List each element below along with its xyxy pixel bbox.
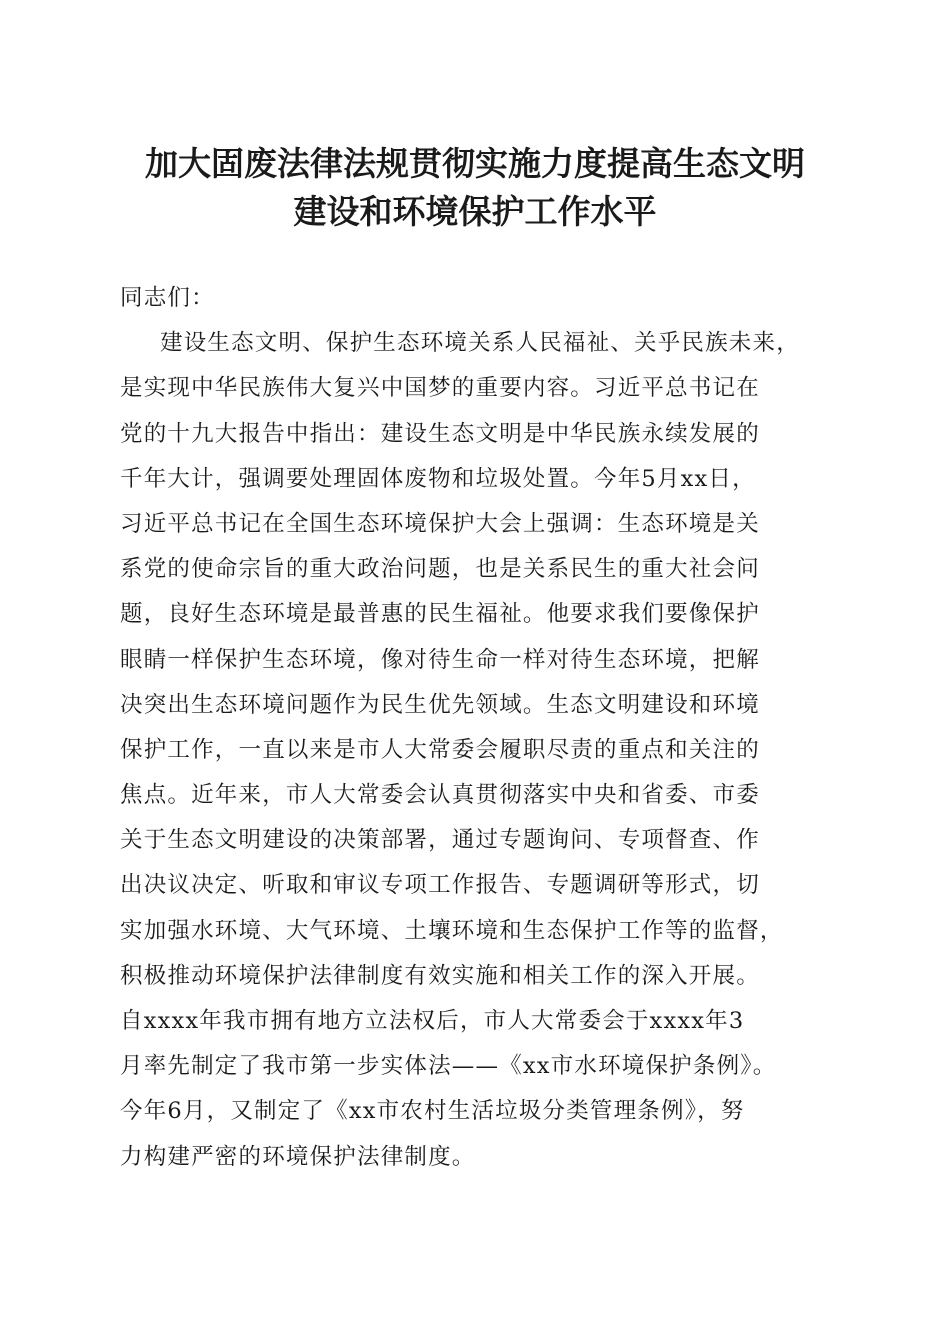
document-body: [120, 250, 835, 1180]
paragraph-line: 千年大计，强调要处理固体废物和垃圾处置。今年5月xx日，: [120, 465, 756, 492]
document-title: [110, 140, 840, 236]
paragraph-line: 月率先制定了我市第一步实体法——《xx市水环境保护条例》。: [120, 1053, 777, 1080]
paragraph-line: 决突出生态环境问题作为民生优先领域。生态文明建设和环境: [120, 691, 760, 718]
paragraph-line: 系党的使命宗旨的重大政治问题，也是关系民生的重大社会问: [120, 556, 760, 583]
paragraph-line: 出决议决定、听取和审议专项工作报告、专题调研等形式，切: [120, 872, 760, 899]
paragraph-line: 关于生态文明建设的决策部署，通过专题询问、专项督查、作: [120, 827, 760, 854]
paragraph-line: 眼睛一样保护生态环境，像对待生命一样对待生态环境，把解: [120, 646, 760, 673]
paragraph-line: 保护工作，一直以来是市人大常委会履职尽责的重点和关注的: [120, 736, 760, 763]
paragraph-line: 积极推动环境保护法律制度有效实施和相关工作的深入开展。: [120, 962, 760, 989]
paragraph-line: 实加强水环境、大气环境、土壤环境和生态保护工作等的监督，: [120, 917, 784, 944]
paragraph-line: 力构建严密的环境保护法律制度。: [120, 1143, 476, 1170]
paragraph: [120, 321, 835, 1180]
title-line-1: 加大固废法律法规贯彻实施力度提高生态文明: [145, 144, 805, 183]
title-line-2: 建设和环境保护工作水平: [293, 192, 657, 231]
paragraph-line: 焦点。近年来，市人大常委会认真贯彻落实中央和省委、市委: [120, 782, 760, 809]
paragraph-line: 自xxxx年我市拥有地方立法权后，市人大常委会于xxxx年3: [120, 1008, 745, 1034]
greeting: 同志们：: [120, 285, 215, 311]
paragraph-line: 是实现中华民族伟大复兴中国梦的重要内容。习近平总书记在: [120, 375, 760, 402]
paragraph-line: 习近平总书记在全国生态环境保护大会上强调：生态环境是关: [120, 510, 760, 537]
paragraph-line: 建设生态文明、保护生态环境关系人民福祉、关乎民族未来，: [160, 330, 800, 357]
paragraph-line: 今年6月，又制定了《xx市农村生活垃圾分类管理条例》，努: [120, 1098, 745, 1125]
paragraph-line: 党的十九大报告中指出：建设生态文明是中华民族永续发展的: [120, 420, 760, 447]
paragraph-line: 题，良好生态环境是最普惠的民生福祉。他要求我们要像保护: [120, 601, 760, 628]
